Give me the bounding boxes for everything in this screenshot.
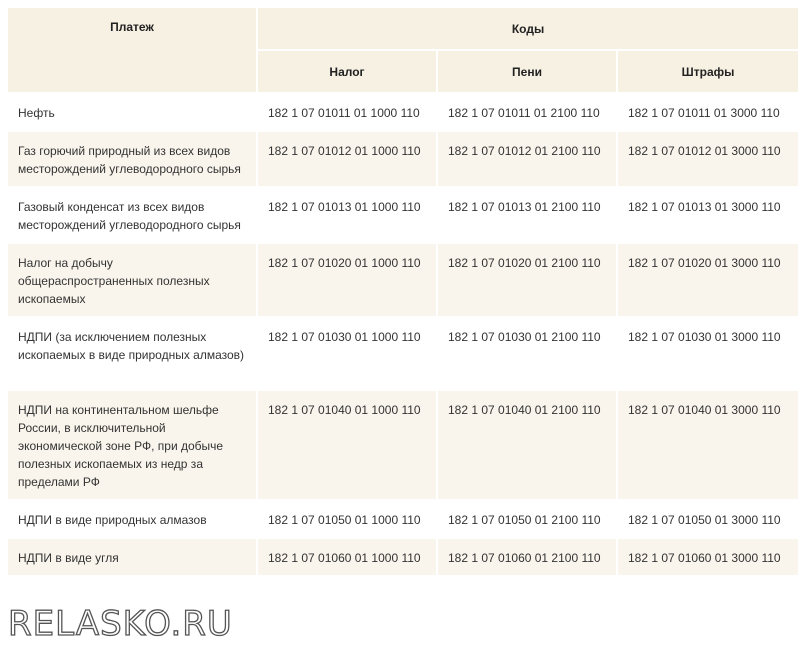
header-tax: Налог [258, 51, 438, 94]
table-row [8, 501, 798, 539]
row-fine-code: 182 1 07 01011 01 3000 110 [618, 94, 798, 132]
row-payment-name: НДПИ в виде природных алмазов [8, 501, 258, 539]
row-payment-name: Нефть [8, 94, 258, 132]
table-row [8, 94, 798, 132]
header-payment: Платеж [8, 8, 258, 94]
codes-table [8, 8, 798, 577]
header-fines: Штрафы [618, 51, 798, 94]
row-fine-code: 182 1 07 01012 01 3000 110 [618, 132, 798, 188]
row-payment-name: НДПИ в виде угля [8, 539, 258, 577]
row-penalty-code: 182 1 07 01050 01 2100 110 [438, 501, 618, 539]
row-tax-code: 182 1 07 01050 01 1000 110 [258, 501, 438, 539]
row-payment-name: Налог на добычу общераспространенных полезных ископаемых [8, 244, 258, 318]
codes-table-container [8, 8, 798, 577]
row-payment-name: Газовый конденсат из всех видов месторождений углеводородного сырья [8, 188, 258, 244]
row-penalty-code: 182 1 07 01020 01 2100 110 [438, 244, 618, 318]
row-fine-code: 182 1 07 01040 01 3000 110 [618, 391, 798, 501]
row-fine-code: 182 1 07 01050 01 3000 110 [618, 501, 798, 539]
table-row [8, 318, 798, 391]
table-row [8, 539, 798, 577]
header-penalty-interest: Пени [438, 51, 618, 94]
table-row [8, 132, 798, 188]
row-tax-code: 182 1 07 01012 01 1000 110 [258, 132, 438, 188]
table-row [8, 244, 798, 318]
row-fine-code: 182 1 07 01060 01 3000 110 [618, 539, 798, 577]
row-fine-code: 182 1 07 01013 01 3000 110 [618, 188, 798, 244]
row-payment-name: НДПИ на континентальном шельфе России, в исключительной экономической зоне РФ, при добыче полезных ископаемых из недр за пределами РФ [8, 391, 258, 501]
row-tax-code: 182 1 07 01011 01 1000 110 [258, 94, 438, 132]
row-payment-name: Газ горючий природный из всех видов месторождений углеводородного сырья [8, 132, 258, 188]
table-row [8, 188, 798, 244]
row-tax-code: 182 1 07 01020 01 1000 110 [258, 244, 438, 318]
row-fine-code: 182 1 07 01030 01 3000 110 [618, 318, 798, 391]
row-tax-code: 182 1 07 01040 01 1000 110 [258, 391, 438, 501]
row-penalty-code: 182 1 07 01011 01 2100 110 [438, 94, 618, 132]
row-penalty-code: 182 1 07 01060 01 2100 110 [438, 539, 618, 577]
row-tax-code: 182 1 07 01013 01 1000 110 [258, 188, 438, 244]
row-tax-code: 182 1 07 01060 01 1000 110 [258, 539, 438, 577]
row-penalty-code: 182 1 07 01030 01 2100 110 [438, 318, 618, 391]
watermark-logo: RELASKO.RU [8, 604, 233, 644]
table-row [8, 391, 798, 501]
row-penalty-code: 182 1 07 01040 01 2100 110 [438, 391, 618, 501]
row-penalty-code: 182 1 07 01013 01 2100 110 [438, 188, 618, 244]
row-penalty-code: 182 1 07 01012 01 2100 110 [438, 132, 618, 188]
header-codes: Коды [258, 8, 798, 51]
row-fine-code: 182 1 07 01020 01 3000 110 [618, 244, 798, 318]
row-tax-code: 182 1 07 01030 01 1000 110 [258, 318, 438, 391]
row-payment-name: НДПИ (за исключением полезных ископаемых в виде природных алмазов) [8, 318, 258, 391]
